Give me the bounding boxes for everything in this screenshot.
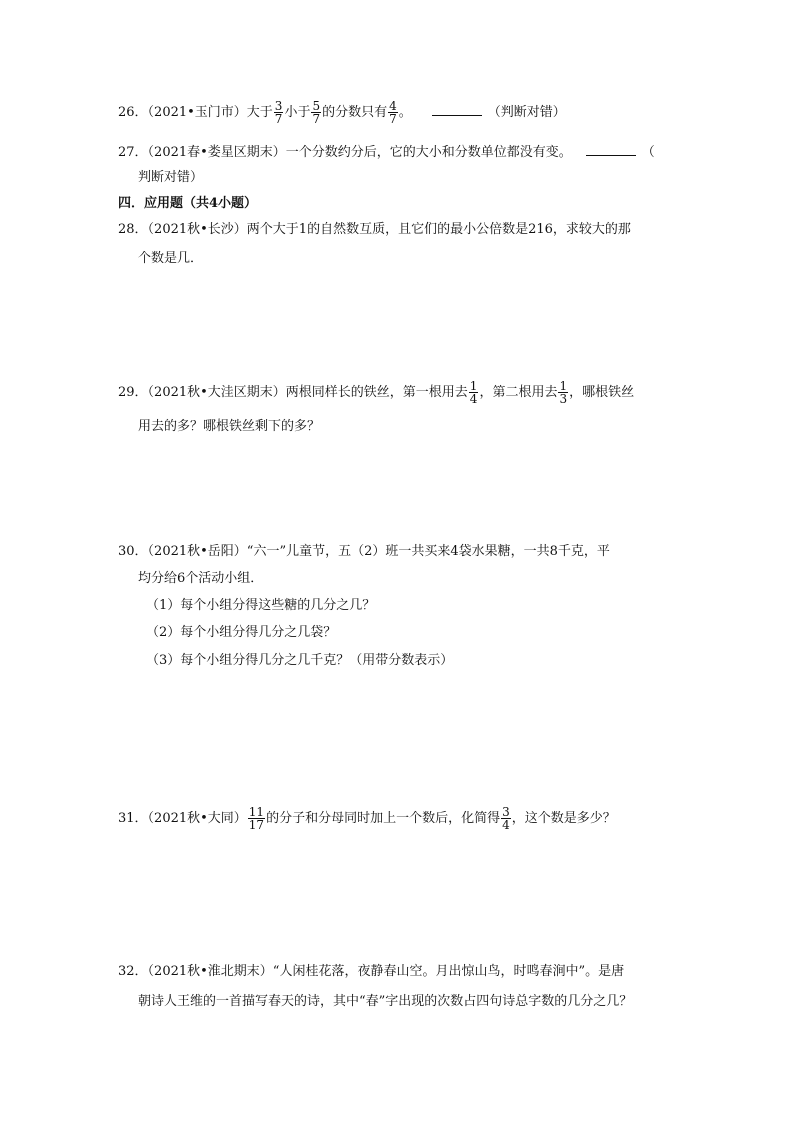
question-27-line1: 27．（2021春•娄星区期末）一个分数约分后，它的大小和分数单位都没有变。 （ xyxy=(118,145,655,160)
question-31: 31．（2021秋•大同） $\frac{11}{17}$ 的分子和分母同时加上一个数后，化简得 $\frac{3}{4}$ ，这个数是多少？ xyxy=(118,805,616,832)
fraction-3-4: $\frac{3}{4}$ xyxy=(502,805,510,832)
question-30-sub3: （3）每个小组分得几分之几千克？（用带分数表示） xyxy=(146,653,454,668)
section-heading: 四．应用题（共4小题） xyxy=(118,196,258,211)
fraction-1-4: $\frac{1}{4}$ xyxy=(469,379,478,406)
question-28-line1: 28．（2021秋•长沙）两个大于1的自然数互质，且它们的最小公倍数是216，求较大的那 xyxy=(118,222,631,237)
question-30-sub1: （1）每个小组分得这些糖的几分之几？ xyxy=(146,598,376,613)
q26-mid3: 。 xyxy=(398,105,412,120)
q26-suffix: （判断对错） xyxy=(487,105,566,120)
fraction-3-7: $\frac{3}{7}$ xyxy=(274,99,283,126)
q26-prefix: 26．（2021•玉门市）大于 xyxy=(118,105,273,120)
q26-mid1: 小于 xyxy=(284,105,311,120)
fraction-4-7: $\frac{4}{7}$ xyxy=(389,99,397,126)
question-27-line2: 判断对错） xyxy=(138,170,204,185)
question-32-line1: 32．（2021秋•淮北期末）“人闲桂花落，夜静春山空。月出惊山鸟，时鸣春涧中”。是唐 xyxy=(118,964,625,979)
question-32-line2: 朝诗人王维的一首描写春天的诗，其中“春”字出现的次数占四句诗总字数的几分之几？ xyxy=(138,994,633,1009)
question-29-line1: 29．（2021秋•大洼区期末）两根同样长的铁丝，第一根用去 $\frac{1}{4}$ ，第二根用去 $\frac{1}{3}$ ，哪根铁丝 xyxy=(118,379,635,406)
question-30-sub2: （2）每个小组分得几分之几袋？ xyxy=(146,625,337,640)
fraction-1-3: $\frac{1}{3}$ xyxy=(559,379,568,406)
q26-mid2: 的分数只有 xyxy=(322,105,388,120)
question-26 xyxy=(118,100,566,125)
answer-blank[interactable] xyxy=(586,143,636,156)
question-28-line2: 个数是几． xyxy=(138,251,204,266)
question-30-line1: 30．（2021秋•岳阳）“六一”儿童节，五（2）班一共买来4袋水果糖，一共8千克，平 xyxy=(118,544,610,559)
answer-blank[interactable] xyxy=(432,103,482,116)
fraction-5-7: $\frac{5}{7}$ xyxy=(312,99,321,126)
question-29-line2: 用去的多？哪根铁丝剩下的多？ xyxy=(138,419,321,434)
question-30-line2: 均分给6个活动小组． xyxy=(138,571,264,586)
fraction-11-17: $\frac{11}{17}$ xyxy=(248,805,265,832)
